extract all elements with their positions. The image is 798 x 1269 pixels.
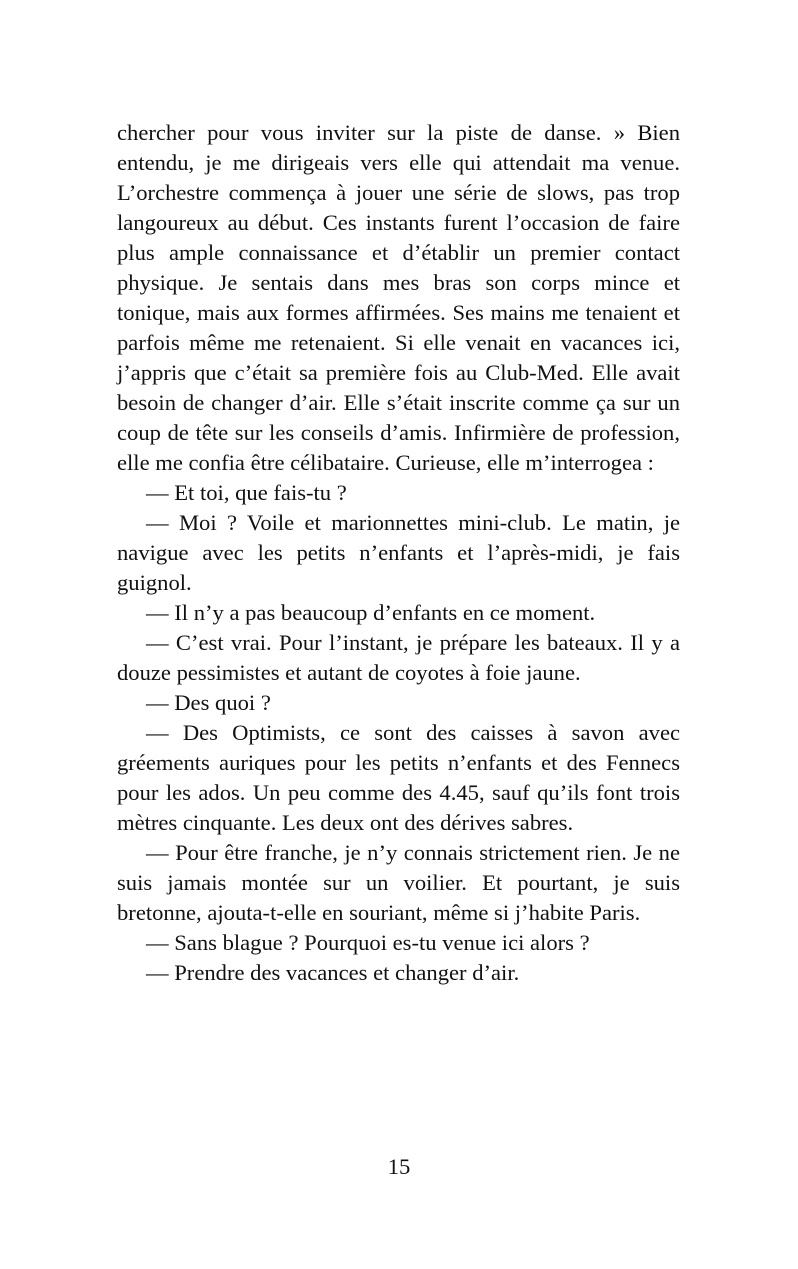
paragraph-dialogue: — Il n’y a pas beaucoup d’enfants en ce moment. <box>146 600 596 625</box>
paragraph-dialogue: — Moi ? Voile et marionnettes mini-club. Le matin, je navigue avec les petits n’enfants et l’après-midi, je fais guignol. <box>117 510 680 595</box>
paragraph-dialogue: — Prendre des vacances et changer d’air. <box>146 960 520 985</box>
paragraph-dialogue: — C’est vrai. Pour l’instant, je prépare les bateaux. Il y a douze pessimistes et autant de coyotes à foie jaune. <box>117 630 680 685</box>
paragraph-dialogue: — Pour être franche, je n’y connais strictement rien. Je ne suis jamais montée sur un voilier. Et pourtant, je suis bretonne, ajouta-t-elle en souriant, même si j’habite Paris. <box>117 840 680 925</box>
page-number: 15 <box>387 1154 411 1179</box>
paragraph-narration: chercher pour vous inviter sur la piste de danse. » Bien entendu, je me dirigeais vers elle qui attendait ma venue. L’orchestre commença à jouer une série de slows, pas trop langoureux au début. Ces instants furent l’occasion de faire plus ample connaissance et d’établir un premier contact physique. Je sentais dans mes bras son corps mince et tonique, mais aux formes affirmées. Ses mains me tenaient et parfois même me retenaient. Si elle venait en vacances ici, j’appris que c’était sa première fois au Club-Med. Elle avait besoin de changer d’air. Elle s’était inscrite comme ça sur un coup de tête sur les conseils d’amis. Infirmière de profession, elle me confia être célibataire. Curieuse, elle m’interrogea : <box>117 120 680 475</box>
body-text <box>117 118 680 988</box>
paragraph-dialogue: — Des quoi ? <box>146 690 271 715</box>
paragraph-dialogue: — Des Optimists, ce sont des caisses à savon avec gréements auriques pour les petits n’enfants et des Fennecs pour les ados. Un peu comme des 4.45, sauf qu’ils font trois mètres cinquante. Les deux ont des dérives sabres. <box>117 720 680 835</box>
paragraph-dialogue: — Et toi, que fais-tu ? <box>146 480 347 505</box>
paragraph-dialogue: — Sans blague ? Pourquoi es-tu venue ici alors ? <box>146 930 590 955</box>
